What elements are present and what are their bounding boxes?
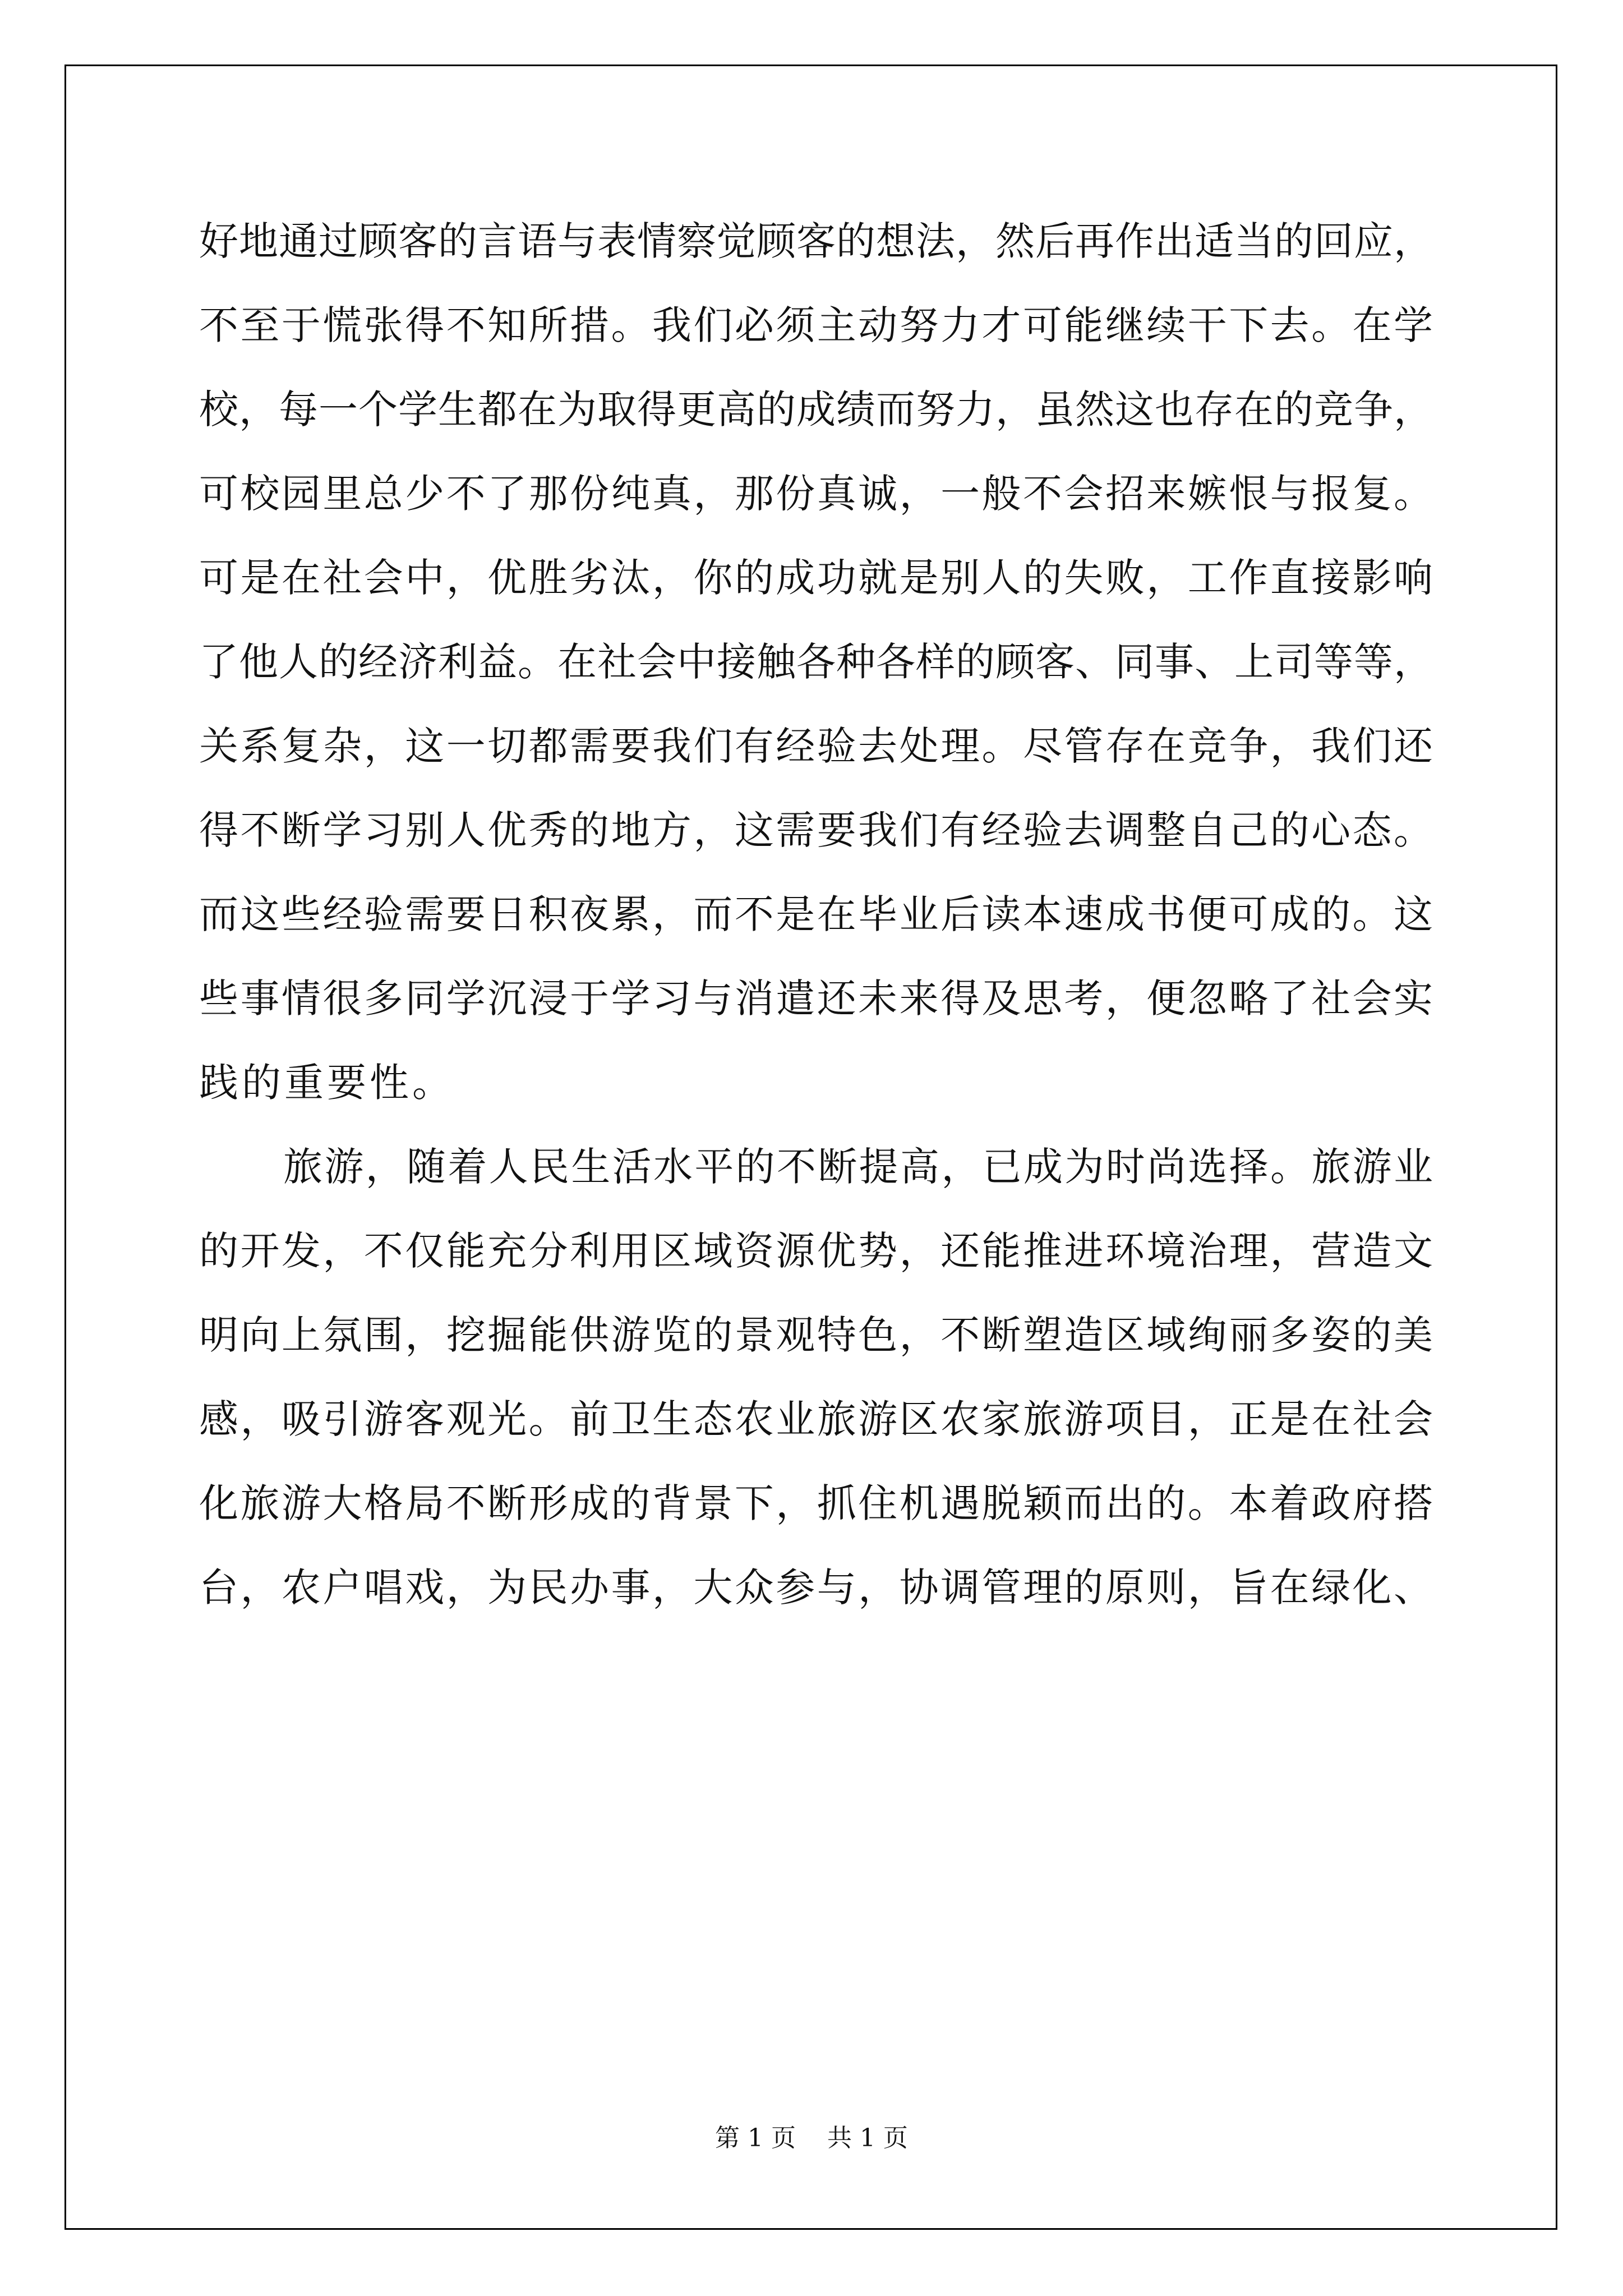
text-line: 了他人的经济利益。在社会中接触各种各样的顾客、同事、上司等等， <box>199 639 1433 685</box>
text-line: 校，每一个学生都在为取得更高的成绩而努力，虽然这也存在的竞争， <box>199 386 1433 432</box>
text-line: 感，吸引游客观光。前卫生态农业旅游区农家旅游项目，正是在社会 <box>199 1396 1433 1442</box>
text-line: 明向上氛围，挖掘能供游览的景观特色，不断塑造区域绚丽多姿的美 <box>199 1312 1433 1358</box>
text-line: 关系复杂，这一切都需要我们有经验去处理。尽管存在竞争，我们还 <box>199 723 1433 769</box>
text-line: 践的重要性。 <box>199 1060 455 1106</box>
text-line: 的开发，不仅能充分利用区域资源优势，还能推进环境治理，营造文 <box>199 1228 1433 1274</box>
text-line: 得不断学习别人优秀的地方，这需要我们有经验去调整自己的心态。 <box>199 807 1433 853</box>
text-line: 而这些经验需要日积夜累，而不是在毕业后读本速成书便可成的。这 <box>199 891 1433 937</box>
document-body <box>199 208 1433 1638</box>
text-line: 台，农户唱戏，为民办事，大众参与，协调管理的原则，旨在绿化、 <box>199 1565 1433 1611</box>
text-line: 可是在社会中，优胜劣汰，你的成功就是别人的失败，工作直接影响 <box>199 555 1433 601</box>
text-line: 化旅游大格局不断形成的背景下，抓住机遇脱颖而出的。本着政府搭 <box>199 1480 1433 1526</box>
text-line: 可校园里总少不了那份纯真，那份真诚，一般不会招来嫉恨与报复。 <box>199 471 1433 517</box>
text-line: 好地通过顾客的言语与表情察觉顾客的想法，然后再作出适当的回应， <box>199 218 1433 264</box>
page-number-footer: 第 1 页 共 1 页 <box>715 2124 908 2152</box>
text-line: 些事情很多同学沉浸于学习与消遣还未来得及思考，便忽略了社会实 <box>199 976 1433 1022</box>
paragraph-first-line: 旅游，随着人民生活水平的不断提高，已成为时尚选择。旅游业 <box>283 1144 1433 1190</box>
text-line: 不至于慌张得不知所措。我们必须主动努力才可能继续干下去。在学 <box>199 302 1433 348</box>
